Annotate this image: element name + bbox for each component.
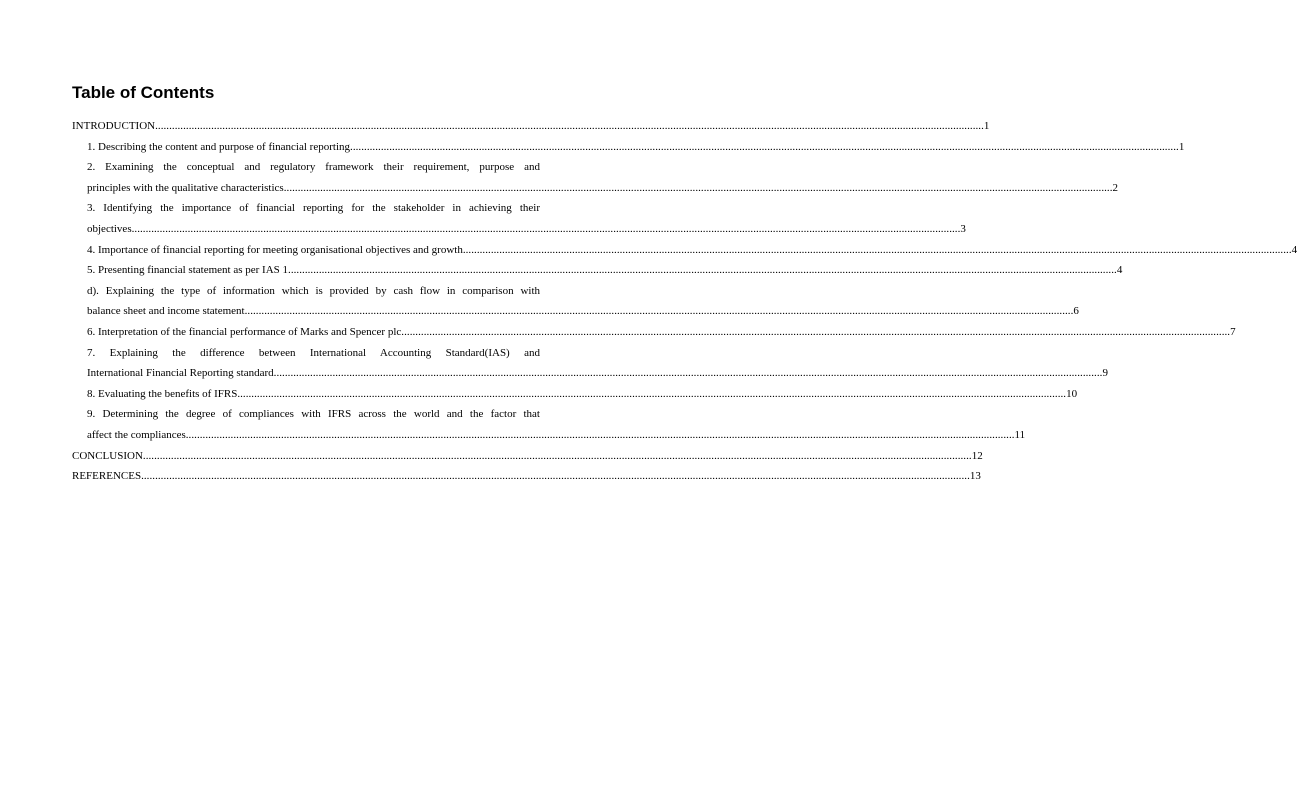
- toc-leader-dots: [284, 178, 1113, 199]
- toc-page-number: 7: [1230, 325, 1236, 338]
- toc-entry-line: [87, 157, 540, 178]
- toc-leader-dots: [141, 466, 970, 487]
- toc-entry-text: International Financial Reporting standard: [87, 367, 274, 380]
- toc-entry[interactable]: [72, 466, 981, 487]
- toc-entry-text: 1. Describing the content and purpose of financial reporting: [87, 140, 351, 153]
- toc-entry-line: [87, 240, 1297, 261]
- toc-entry-line: [87, 425, 1026, 446]
- toc-entry[interactable]: [72, 404, 1026, 445]
- toc-entry-line: [72, 116, 990, 137]
- toc-page-number: 4: [1291, 243, 1297, 256]
- toc-entry-text: 8. Evaluating the benefits of IFRS: [87, 387, 238, 400]
- toc-leader-dots: [274, 363, 1103, 384]
- toc-entry-line: [87, 343, 540, 364]
- toc-page-number: 9: [1102, 367, 1108, 380]
- toc-leader-dots: [288, 260, 1117, 281]
- toc-entry[interactable]: [72, 384, 1078, 405]
- toc-entry-line: [87, 137, 1185, 158]
- toc-entry-text: affect the compliances: [87, 428, 186, 441]
- toc-entry-text: d). Explaining the type of information which is provided by cash flow in comparison with: [87, 284, 540, 297]
- toc-entry-line: [87, 281, 540, 302]
- toc-leader-dots: [237, 384, 1066, 405]
- toc-page-number: 2: [1112, 181, 1119, 194]
- toc-entry-text: 2. Examining the conceptual and regulatory framework their requirement, purpose and: [87, 161, 540, 174]
- toc-entry-line: [87, 322, 1236, 343]
- toc-entry-line: [87, 198, 540, 219]
- toc-entry[interactable]: [72, 198, 966, 239]
- toc-leader-dots: [132, 219, 961, 240]
- toc-entry[interactable]: [72, 260, 1123, 281]
- toc-entry[interactable]: [72, 116, 990, 137]
- toc-entry-text: 9. Determining the degree of compliances with IFRS across the world and the factor that: [87, 408, 540, 421]
- toc-leader-dots: [463, 240, 1292, 261]
- toc-leader-dots: [143, 446, 972, 467]
- toc-entry-text: 3. Identifying the importance of financial reporting for the stakeholder in achieving their: [87, 202, 540, 215]
- toc-entry[interactable]: [72, 240, 1297, 261]
- toc-entry-text: CONCLUSION: [72, 449, 143, 462]
- toc-entry[interactable]: [72, 281, 1079, 322]
- toc-entry[interactable]: [72, 137, 1185, 158]
- toc-entry-line: [87, 178, 1119, 199]
- toc-leader-dots: [350, 137, 1179, 158]
- toc-leader-dots: [186, 425, 1015, 446]
- toc-entry-text: balance sheet and income statement: [87, 305, 245, 318]
- toc-entry[interactable]: [72, 322, 1236, 343]
- toc-page-number: 4: [1116, 264, 1123, 277]
- toc-entry-line: [72, 466, 981, 487]
- toc-entry-line: [87, 384, 1078, 405]
- toc-entry-line: [87, 260, 1123, 281]
- toc-entry-line: [87, 301, 1079, 322]
- toc-entry-line: [87, 404, 540, 425]
- toc-page-number: 11: [1014, 428, 1026, 441]
- toc-entry-text: 4. Importance of financial reporting for meeting organisational objectives and growth: [87, 243, 463, 256]
- table-of-contents: [72, 116, 1297, 487]
- toc-page-number: 1: [1178, 140, 1185, 153]
- toc-entry[interactable]: [72, 446, 983, 467]
- toc-entry-line: [72, 446, 983, 467]
- toc-entry-text: 6. Interpretation of the financial performance of Marks and Spencer plc: [87, 325, 402, 338]
- toc-page-number: 12: [971, 449, 983, 462]
- toc-page-number: 1: [983, 120, 990, 132]
- toc-page-number: 6: [1073, 305, 1079, 318]
- toc-entry-text: 5. Presenting financial statement as per IAS 1: [87, 264, 289, 277]
- toc-entry-text: 7. Explaining the difference between International Accounting Standard(IAS) and: [87, 346, 540, 359]
- toc-entry[interactable]: [72, 157, 1119, 198]
- toc-leader-dots: [401, 322, 1230, 343]
- toc-entry-line: [87, 363, 1108, 384]
- toc-leader-dots: [155, 116, 984, 137]
- toc-leader-dots: [245, 301, 1074, 322]
- toc-entry-text: REFERENCES: [72, 470, 142, 483]
- toc-entry[interactable]: [72, 343, 1108, 384]
- toc-page-number: 10: [1066, 387, 1078, 400]
- toc-entry-text: principles with the qualitative characteristics: [87, 181, 284, 194]
- toc-page-number: 3: [960, 222, 966, 235]
- toc-page-number: 13: [969, 470, 981, 483]
- toc-title: Table of Contents: [72, 83, 215, 102]
- toc-entry-line: [87, 219, 966, 240]
- toc-entry-text: INTRODUCTION: [72, 120, 156, 132]
- toc-entry-text: objectives: [87, 222, 132, 235]
